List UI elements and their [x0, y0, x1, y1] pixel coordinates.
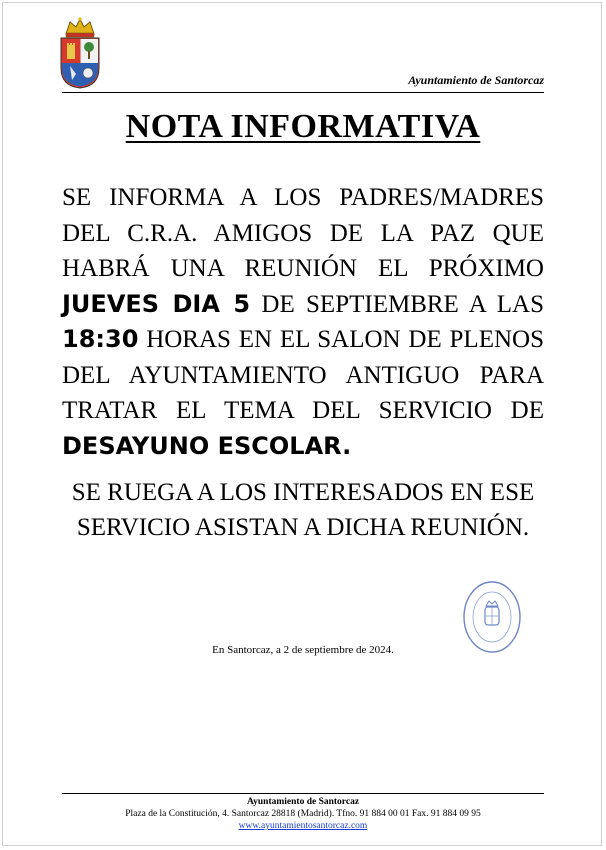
footer-website-link[interactable]: www.ayuntamientosantorcaz.com — [238, 821, 368, 831]
meeting-day: JUEVES DIA 5 — [62, 289, 251, 318]
notice-text-3: HORAS EN EL SALON DE PLENOS DEL AYUNTAMIENTO ANTIGUO PARA TRATAR EL TEMA DEL SERVICIO DE — [62, 326, 544, 424]
footer — [0, 796, 606, 832]
meeting-time: 18:30 — [62, 325, 139, 353]
notice-paragraph — [62, 180, 544, 464]
page-title — [0, 108, 606, 146]
coat-of-arms-icon — [58, 16, 102, 90]
footer-address: Plaza de la Constitución, 4. Santorcaz 28818 (Madrid). Tfno. 91 884 00 01 Fax. 91 884 09 95 — [125, 809, 481, 819]
date-line: En Santorcaz, a 2 de septiembre de 2024. — [212, 644, 394, 656]
official-seal-stamp — [462, 580, 522, 654]
title-text: NOTA INFORMATIVA — [125, 108, 481, 145]
notice-text-2: DE SEPTIEMBRE A LAS — [250, 290, 544, 318]
footer-organization: Ayuntamiento de Santorcaz — [246, 797, 360, 807]
header-organization: Ayuntamiento de Santorcaz — [408, 73, 544, 87]
header-divider — [62, 92, 544, 93]
footer-divider — [62, 793, 544, 794]
request-paragraph: SE RUEGA A LOS INTERESADOS EN ESE SERVICIO ASISTAN A DICHA REUNIÓN. — [71, 479, 535, 541]
meeting-topic: DESAYUNO ESCOLAR. — [62, 431, 352, 460]
notice-text-1: SE INFORMA A LOS PADRES/MADRES DEL C.R.A. AMIGOS DE LA PAZ QUE HABRÁ UNA REUNIÓN EL PRÓXIMO — [62, 184, 544, 282]
